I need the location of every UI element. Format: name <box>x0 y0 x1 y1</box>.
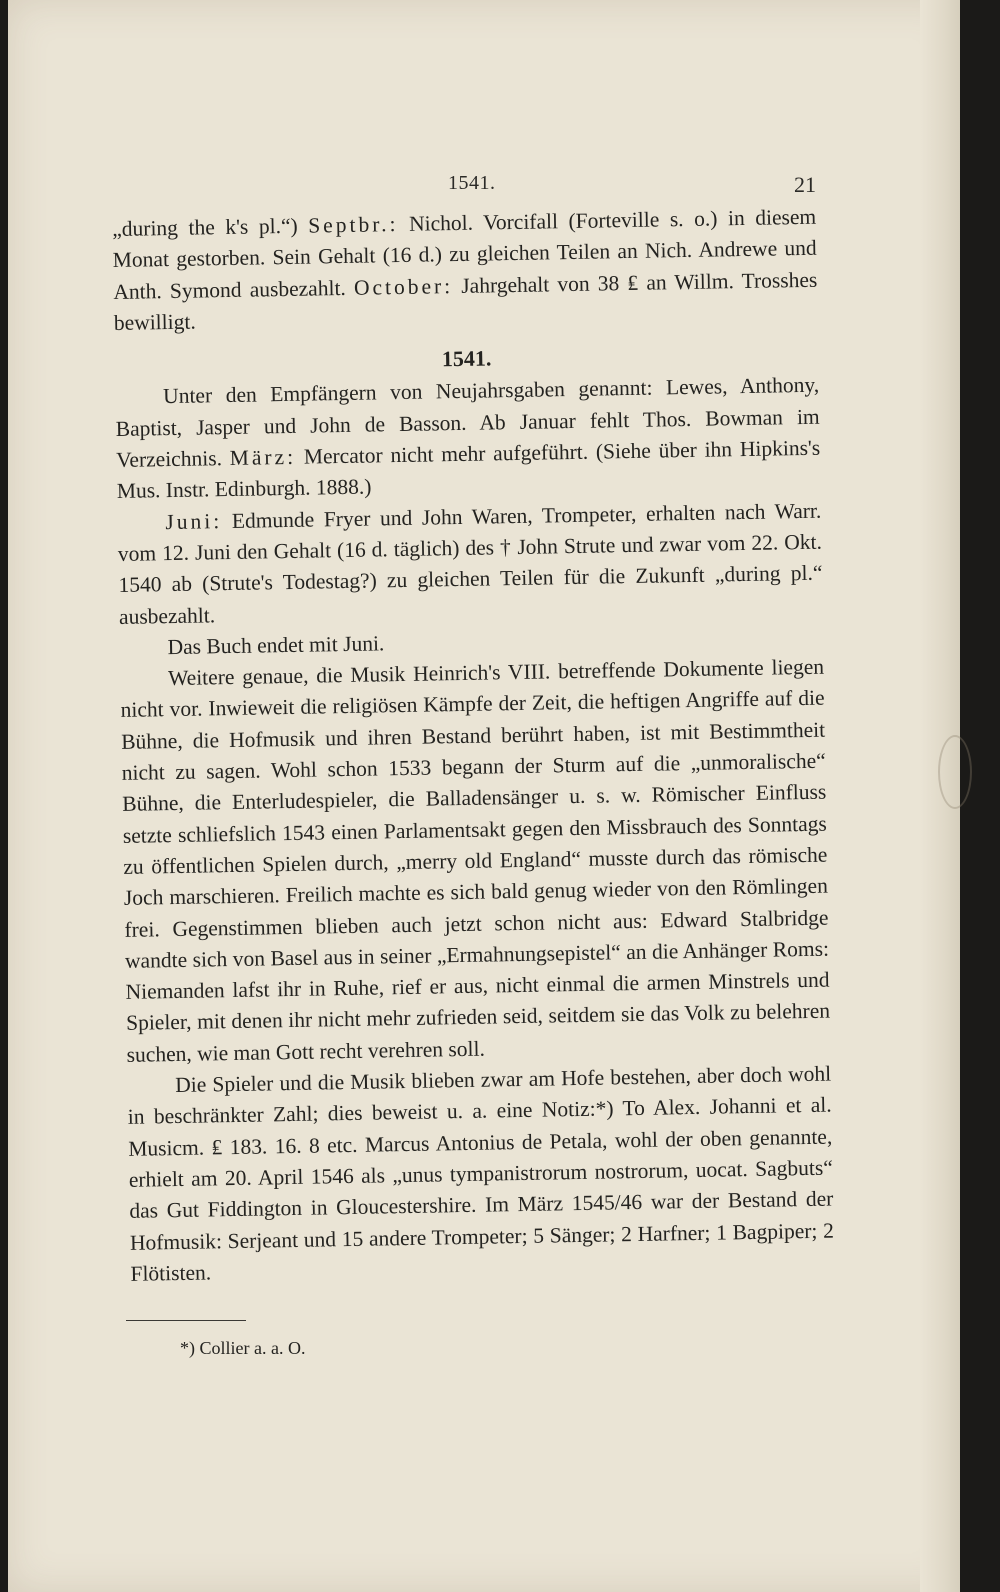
paragraph-players-music: Die Spieler und die Musik blieben zwar am Hofe bestehen, aber doch wohl in beschränkter Zahl; dies beweist u. a. eine Notiz:*) To Alex. Johanni et al. Musicm. ₤ 183. 16. 8 etc. Marcus Antonius de Petala, wohl der oben genannte, erhielt am 20. April 1546 als „unus tympanistrorum nostrorum, uocat. Sagbuts“ das Gut Fiddington in Gloucestershire. Im März 1545/46 war der Bestand der Hofmusik: Serjeant und 15 andere Trompeter; 5 Sänger; 2 Harfner; 1 Bagpiper; 2 Flötisten. <box>127 1061 835 1286</box>
page-number: 21 <box>794 172 816 197</box>
text-run: Unter den Empfängern von Neujahrsgaben genannt: Lewes, Anthony, Baptist, Jasper und John de Basson. Ab Januar fehlt Thos. Bowman im Verzeichnis. <box>115 373 820 473</box>
footnote-divider <box>126 1320 246 1321</box>
month-label-march: März: <box>229 444 297 471</box>
text-run: Jahrgehalt von 38 ₤ an Willm. Trosshes bewilligt. <box>113 267 818 335</box>
running-head-year: 1541. <box>448 172 496 194</box>
body-text <box>112 202 835 1290</box>
month-label-october: October: <box>353 273 454 300</box>
page-stain <box>938 735 972 809</box>
section-heading-1541: 1541. <box>441 345 492 372</box>
month-label-september: Septbr.: <box>308 212 399 238</box>
text-run: „during the k's pl.“) <box>112 213 309 241</box>
text-run: Mercator nicht mehr aufgeführt. (Siehe über ihn Hipkins's Mus. Instr. Edinburgh. 1888.) <box>116 435 821 504</box>
paragraph-1540-continuation <box>112 202 818 339</box>
text-run: Edmunde Fryer und John Waren, Trompeter, erhalten nach Warr. vom 12. Juni den Gehalt (16 d. täglich) des † John Strute und zwar vom 22. Okt. 1540 ab (Strute's Todestag?) zu gleichen Teilen für die Zukunft „during pl.“ ausbezahlt. <box>117 498 823 629</box>
paragraph-june <box>117 495 823 632</box>
text-run: Nichol. Vorcifall (Forteville s. o.) in diesem Monat gestorben. Sein Gehalt (16 d.) zu gleichen Teilen an Nich. Andrewe und Anth. Symond ausbezahlt. <box>112 204 817 304</box>
running-head <box>8 172 960 198</box>
footnote: *) Collier a. a. O. <box>180 1338 306 1358</box>
paragraph-further-documents: Weitere genaue, die Musik Heinrich's VIII. betreffende Dokumente liegen nicht vor. Inwieweit die religiösen Kämpfe der Zeit, die heftigen Angriffe auf die Bühne, die Hofmusik und ihren Bestand berührt haben, ist mit Bestimmtheit nicht zu sagen. Wohl schon 1533 begann der Sturm auf die „unmoralische“ Bühne, die Enterludespieler, die Balladensänger u. s. w. Römischer Einfluss setzte schliefslich 1543 einen Parlamentsakt gegen den Missbrauch des Sonntags zu öffentlichen Spielen durch, „merry old England“ musste durch das römische Joch marschieren. Freilich machte es sich bald genug wieder von den Römlingen frei. Gegenstimmen blieben auch jetzt schon nicht aus: Edward Stalbridge wandte sich von Basel aus in seiner „Ermahnungsepistel“ an die Anhänger Roms: Niemanden lafst ihr in Ruhe, rief er aus, nicht einmal die armen Minstrels und Spieler, mit denen ihr nicht mehr zufrieden seid, seitdem sie das Volk zu belehren suchen, wie man Gott recht verehren soll. <box>120 654 831 1067</box>
paragraph-book-ends: Das Buch endet mit Juni. <box>167 631 385 659</box>
month-label-june: Juni: <box>165 508 223 534</box>
paragraph-new-year-gifts <box>115 370 821 507</box>
book-page <box>8 0 960 1592</box>
